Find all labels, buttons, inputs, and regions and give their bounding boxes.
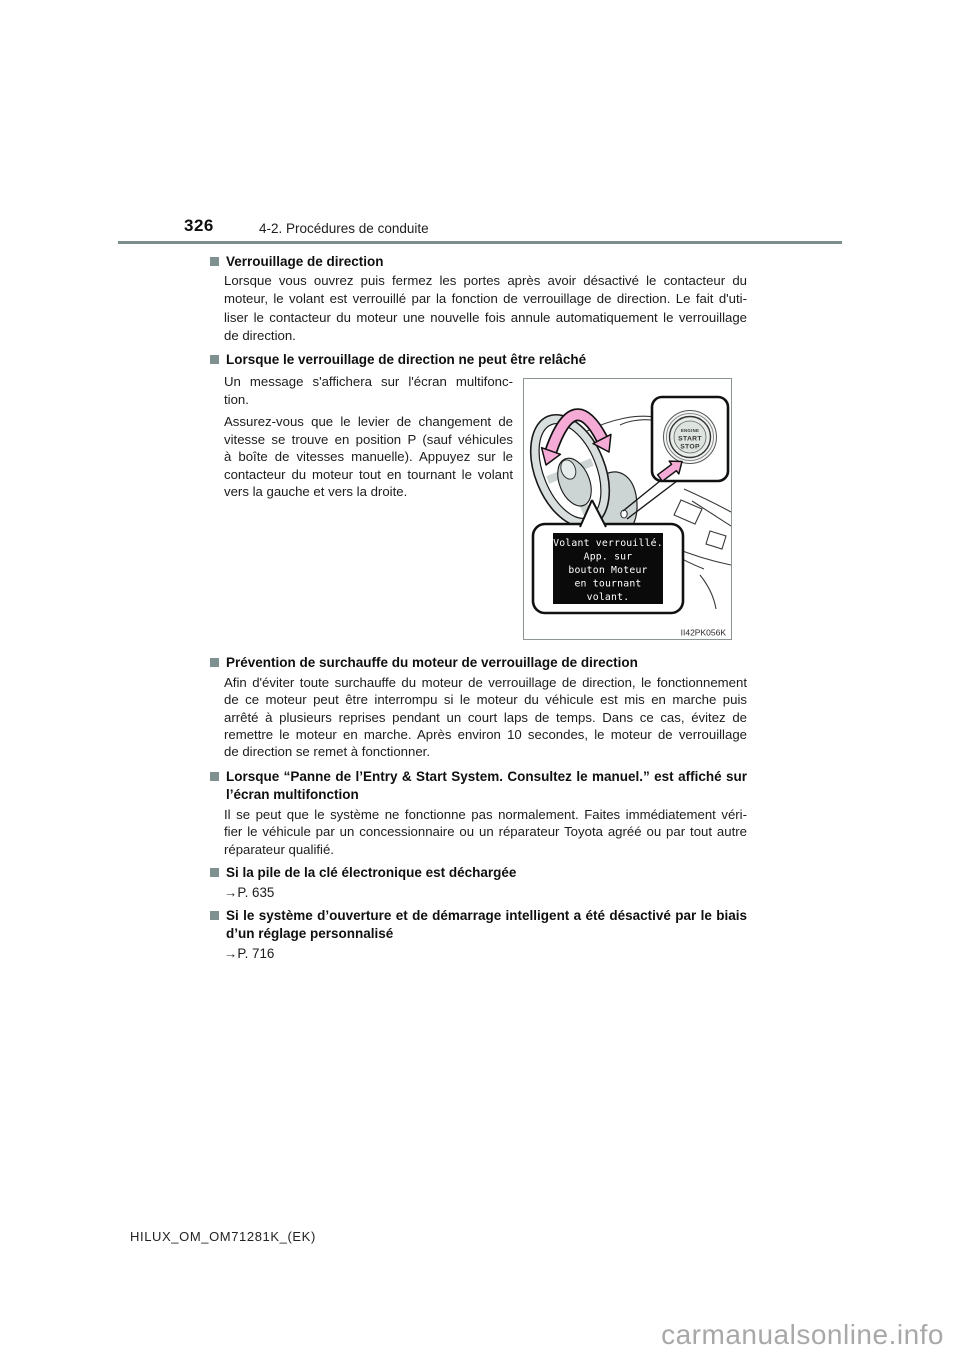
button-label-stop: STOP (680, 443, 700, 451)
body-line: Afin d'éviter toute surchauffe du moteur de verrouillage de direction, le fonctionnement (224, 675, 747, 690)
section-body-entry-start-failure (224, 806, 747, 858)
body-line: vers la gauche et vers la droite. (224, 484, 408, 500)
square-bullet-icon (210, 772, 219, 781)
heading-line: l’écran multifonction (226, 786, 359, 802)
section-heading-label: Si la pile de la clé électronique est déchargée (226, 865, 517, 880)
section-heading-overheat-prevention (210, 654, 747, 672)
square-bullet-icon (210, 868, 219, 877)
body-line: de direction se remet à fonctionner. (224, 744, 430, 760)
button-label-start: START (678, 435, 702, 443)
section-heading-label (226, 768, 747, 803)
body-line: de direction. (224, 328, 296, 344)
chapter-title: 4-2. Procédures de conduite (259, 221, 429, 236)
page-reference: →P. 716 (224, 946, 275, 961)
header-rule (118, 241, 842, 244)
body-line: contacteur du moteur tout en tournant le volant (224, 466, 513, 482)
body-line: moteur, le volant est verrouillé par la fonction de verrouillage de direction. Le fait d'uti- (224, 291, 747, 307)
section-heading-smart-entry-disabled (210, 907, 747, 942)
display-line: en tournant (574, 578, 642, 590)
section-heading-label: Prévention de surchauffe du moteur de verrouillage de direction (226, 655, 638, 670)
heading-line: Lorsque “Panne de l’Entry & Start System. Consultez le manuel.” est affiché sur (226, 769, 747, 784)
heading-line: Si le système d’ouverture et de démarrage intelligent a été désactivé par le biais (226, 908, 747, 923)
section-heading-steering-lock (210, 253, 747, 271)
body-line: vitesse se trouve en position P (sauf véhicules (224, 431, 513, 447)
section-heading-key-battery (210, 864, 747, 882)
display-line: Volant verrouillé. (553, 538, 663, 549)
body-line: arrêté à plusieurs reprises pendant un court laps de temps. Dans ce cas, évitez de (224, 709, 747, 725)
body-line: Il se peut que le système ne fonctionne pas normalement. Faites immédiatement véri- (224, 807, 747, 822)
section-heading-entry-start-failure (210, 768, 747, 803)
section2-paragraph-1 (224, 373, 513, 408)
heading-line: d’un réglage personnalisé (226, 925, 394, 941)
engine-switch-callout (652, 397, 728, 481)
square-bullet-icon (210, 658, 219, 667)
body-line: tion. (224, 391, 249, 407)
dash-vent-shape (674, 500, 702, 524)
section-body-overheat-prevention (224, 674, 747, 760)
section2-paragraph-2 (224, 413, 513, 501)
section-body-steering-lock (224, 272, 747, 346)
body-line: de ce moteur peut être interrompu si le moteur du véhicule est mis en marche puis (224, 692, 747, 708)
display-line: volant. (586, 592, 630, 603)
body-line: Lorsque vous ouvrez puis fermez les portes après avoir désactivé le contacteur du (224, 273, 747, 288)
figure-caption: II42PK056K (680, 627, 726, 638)
dash-detail-shape (706, 531, 726, 549)
document-code: HILUX_OM_OM71281K_(EK) (130, 1229, 316, 1244)
body-line: remettre le moteur en marche. Après environ 10 secondes, le moteur de verrouillage (224, 726, 747, 742)
section-heading-label: Lorsque le verrouillage de direction ne peut être relâché (226, 352, 587, 367)
body-line: réparateur qualifié. (224, 841, 334, 857)
figure-svg (524, 379, 731, 639)
display-line: App. sur (583, 551, 633, 563)
body-line: fier le véhicule par un concessionnaire ou un réparateur Toyota agréé ou par tout autre (224, 824, 747, 840)
display-line: bouton Moteur (568, 565, 648, 576)
page-reference: →P. 635 (224, 885, 275, 900)
button-label-engine: ENGINE (680, 428, 700, 433)
square-bullet-icon (210, 257, 219, 266)
section-heading-lock-not-released (210, 351, 747, 369)
section-heading-label: Verrouillage de direction (226, 254, 384, 269)
section-heading-label (226, 907, 747, 942)
body-line: Assurez-vous que le levier de changement de (224, 414, 513, 429)
body-line: à boîte de vitesses manuelle). Appuyez sur le (224, 449, 513, 465)
body-line: Un message s'affichera sur l'écran multifonc- (224, 374, 513, 389)
ignition-marker (621, 510, 627, 518)
square-bullet-icon (210, 355, 219, 364)
page-number: 326 (184, 216, 214, 235)
body-line: liser le contacteur du moteur une nouvelle fois annule automatiquement le verrouillage (224, 309, 747, 325)
square-bullet-icon (210, 911, 219, 920)
steering-lock-figure (523, 378, 732, 640)
watermark: carmanualsonline.info (661, 1319, 944, 1350)
